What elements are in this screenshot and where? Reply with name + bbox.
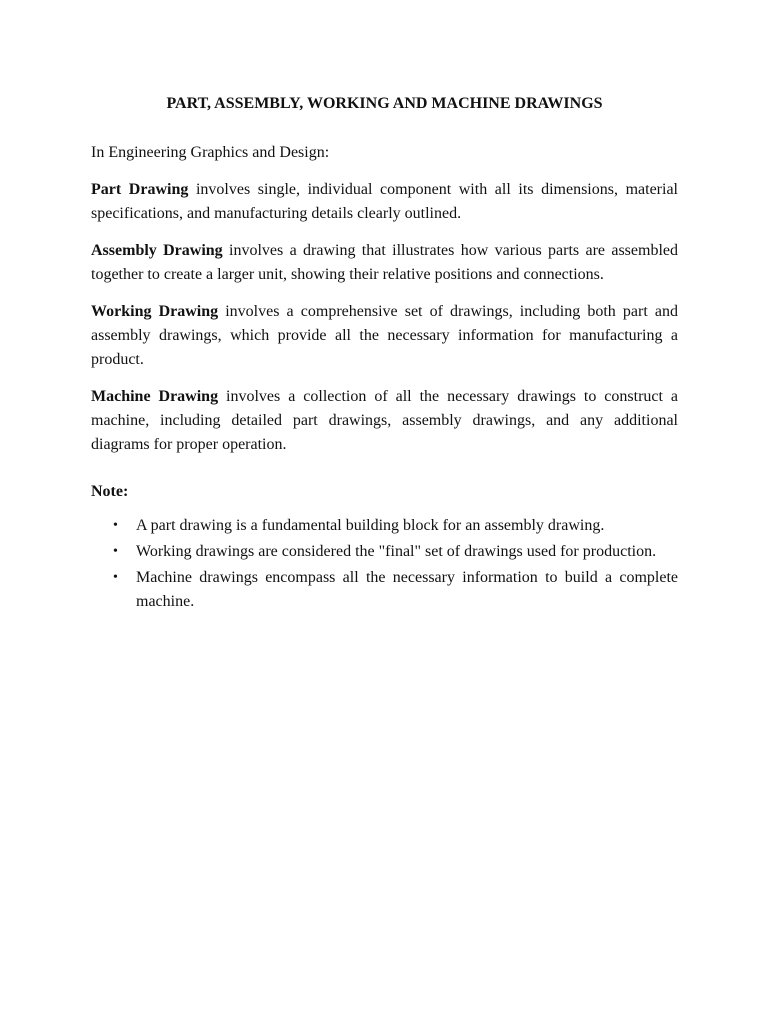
bullet-icon: •: [113, 570, 118, 585]
intro-text: In Engineering Graphics and Design:: [91, 144, 330, 161]
note-item: [91, 540, 678, 564]
note-heading: Note:: [91, 483, 129, 500]
note-item: [91, 566, 678, 614]
definition-text: involves single, individual component with all its dimensions, material specifications, and manufacturing details clearly outlined.: [91, 181, 678, 222]
definition-term: Assembly Drawing: [91, 242, 223, 259]
note-text: A part drawing is a fundamental building block for an assembly drawing.: [136, 517, 605, 534]
note-list: [91, 514, 678, 614]
note-text: Working drawings are considered the "final" set of drawings used for production.: [136, 543, 657, 560]
note-text: Machine drawings encompass all the necessary information to build a complete machine.: [136, 569, 678, 610]
document-title: PART, ASSEMBLY, WORKING AND MACHINE DRAWINGS: [166, 95, 603, 112]
definition-working-drawing: [91, 300, 678, 372]
definition-text: involves a collection of all the necessary drawings to construct a machine, including detailed part drawings, assembly drawings, and any additional diagrams for proper operation.: [91, 388, 679, 453]
definition-assembly-drawing: [91, 239, 678, 287]
definition-machine-drawing: [91, 385, 678, 457]
bullet-icon: •: [113, 544, 118, 559]
document-page: [91, 0, 678, 616]
definition-term: Part Drawing: [91, 181, 189, 198]
definition-term: Machine Drawing: [91, 388, 219, 405]
definition-text: involves a comprehensive set of drawings, including both part and assembly drawings, which provide all the necessary information for manufacturing a product.: [91, 303, 678, 368]
bullet-icon: •: [113, 518, 118, 533]
definition-part-drawing: [91, 178, 678, 226]
definition-text: involves a drawing that illustrates how various parts are assembled together to create a larger unit, showing their relative positions and connections.: [91, 242, 679, 283]
definition-term: Working Drawing: [91, 303, 219, 320]
note-item: [91, 514, 678, 538]
